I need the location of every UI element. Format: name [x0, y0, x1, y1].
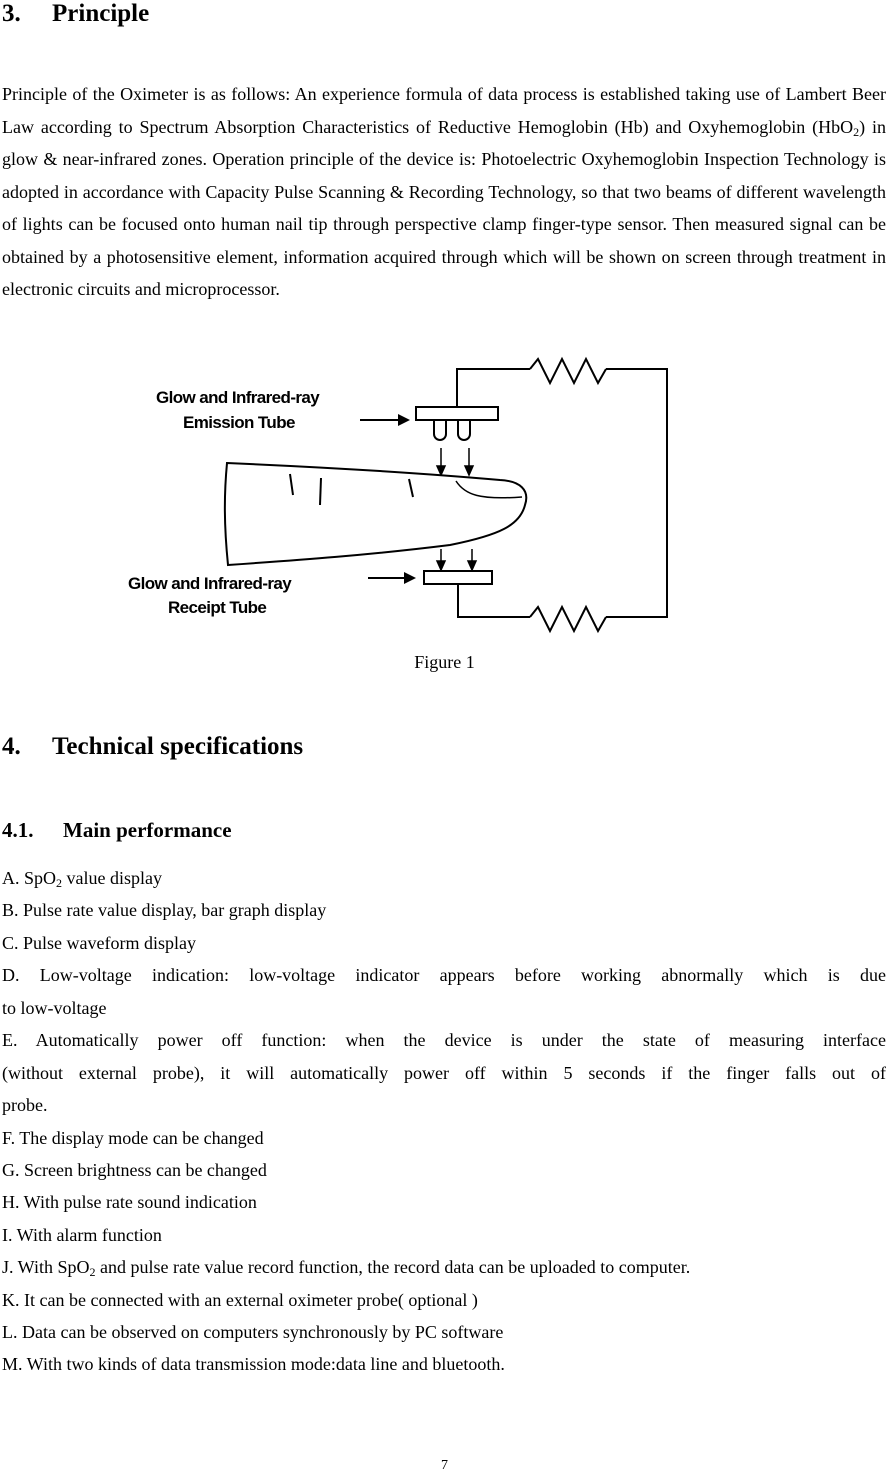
section-title: Principle — [52, 0, 150, 27]
emission-label-line1: Glow and Infrared-ray — [156, 388, 320, 407]
receipt-pointer-arrow — [368, 572, 416, 584]
section-title: Technical specifications — [52, 733, 304, 760]
list-item-j — [2, 1256, 690, 1278]
list-item-k: K. It can be connected with an external oximeter probe( optional ) — [2, 1290, 478, 1310]
light-beam-arrows-bottom — [437, 549, 476, 570]
emission-diode-right — [458, 420, 470, 440]
resistor-bottom — [530, 607, 606, 631]
emission-pointer-arrow — [360, 414, 410, 426]
page-number: 7 — [441, 1458, 448, 1473]
section-number: 4.1. — [2, 818, 34, 842]
paragraph-text: Principle of the Oximeter is as follows: An experience formula of data process is established taking use of Lambert Beer Law according to Spectrum Absorption Characteristics of Reductive Hemoglobin (Hb) and Oxyhemoglobin (HbO — [2, 84, 886, 137]
list-item-i: I. With alarm function — [2, 1225, 162, 1245]
paragraph-text: ) in glow & near-infrared zones. Operation principle of the device is: Photoelectric Oxyhemoglobin Inspection Technology is adopted in accordance with Capacity Pulse Scanning & Recording Technology, so that two beams of different wavelength of lights can be focused onto human nail tip through perspective clamp finger-type sensor. Then measured signal can be obtained by a photosensitive element, information acquired through which will be shown on screen through treatment in electronic circuits and microprocessor. — [2, 116, 886, 299]
section-number: 4. — [2, 733, 21, 760]
finger-outline — [225, 463, 526, 565]
list-item-d-line2: to low-voltage — [2, 998, 107, 1018]
list-item-e-line2: (without external probe), it will automatically power off within 5 seconds if the finger falls out of — [2, 1063, 886, 1083]
receipt-tube-block — [424, 571, 492, 584]
principle-paragraph — [2, 78, 886, 306]
item-text: A. SpO — [2, 868, 57, 888]
subscript: 2 — [89, 1265, 96, 1279]
list-item-m: M. With two kinds of data transmission mode:data line and bluetooth. — [2, 1354, 505, 1374]
emission-tube-block — [416, 407, 498, 420]
subscript: 2 — [56, 876, 63, 890]
figure-caption: Figure 1 — [414, 652, 475, 672]
item-text: and pulse rate value record function, the record data can be uploaded to computer. — [95, 1257, 691, 1277]
emission-diode-left — [434, 420, 446, 440]
list-item-a — [2, 867, 162, 889]
emission-label-line2: Emission Tube — [183, 413, 295, 432]
section-3-heading — [2, 0, 149, 28]
section-title: Main performance — [63, 818, 232, 842]
light-beam-arrows-top — [437, 448, 473, 475]
list-item-c: C. Pulse waveform display — [2, 933, 196, 953]
receipt-label-line2: Receipt Tube — [168, 598, 267, 617]
item-text: J. With SpO — [2, 1257, 90, 1277]
item-text: value display — [62, 868, 162, 888]
list-item-e-line1: E. Automatically power off function: when the device is under the state of measuring interface — [2, 1030, 886, 1050]
list-item-l: L. Data can be observed on computers synchronously by PC software — [2, 1322, 504, 1342]
list-item-e-line3: probe. — [2, 1095, 48, 1115]
list-item-f: F. The display mode can be changed — [2, 1128, 264, 1148]
resistor-top — [530, 359, 606, 383]
list-item-g: G. Screen brightness can be changed — [2, 1160, 267, 1180]
section-number: 3. — [2, 0, 21, 27]
list-item-d-line1: D. Low-voltage indication: low-voltage indicator appears before working abnormally which is due — [2, 965, 886, 985]
receipt-label-line1: Glow and Infrared-ray — [128, 574, 292, 593]
subscript: 2 — [853, 124, 860, 139]
list-item-b: B. Pulse rate value display, bar graph display — [2, 900, 327, 920]
list-item-h: H. With pulse rate sound indication — [2, 1192, 257, 1212]
section-4-1-heading — [2, 817, 232, 843]
section-4-heading — [2, 733, 303, 761]
oximeter-principle-diagram — [120, 355, 680, 640]
